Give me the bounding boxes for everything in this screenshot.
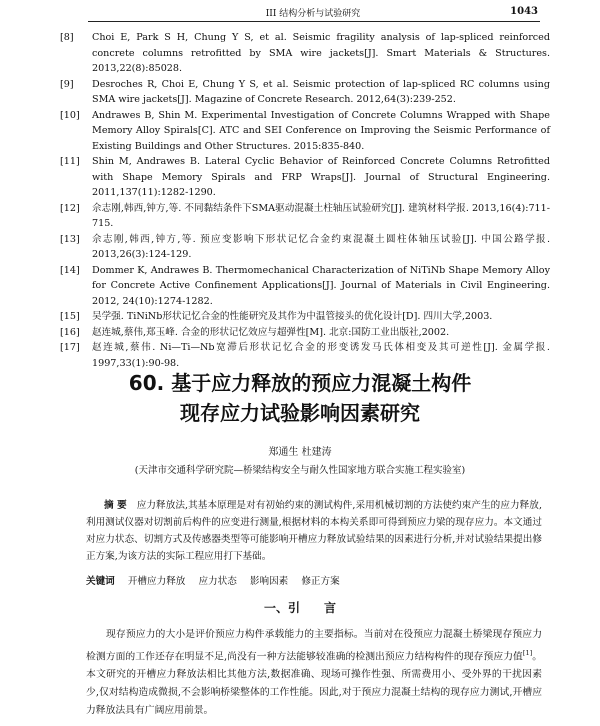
abstract-label: 摘 要 — [104, 500, 127, 511]
keyword: 开槽应力释放 — [127, 576, 186, 587]
reference-number: [13] — [60, 233, 80, 245]
keyword: 修正方案 — [301, 576, 340, 587]
reference-item — [60, 325, 550, 341]
reference-text: Andrawes B, Shin M. Experimental Investigation of Concrete Columns Wrapped with Shape Memory Alloy Spirals[C]. ATC and SEI Conference on Improving the Seismic Performance of Existing Buildings and Other Structures. 2015:835-840. — [92, 109, 550, 152]
paper-title — [0, 368, 600, 428]
reference-number: [9] — [60, 78, 74, 90]
reference-number: [16] — [60, 326, 80, 338]
reference-text: Choi E, Park S H, Chung Y S, et al. Seismic fragility analysis of lap-spliced reinforced concrete columns retrofitted by SMA wire jackets[J]. Smart Materials & Structures. 2013,22(8):85028. — [92, 32, 550, 74]
reference-text: 吴学强. TiNiNb形状记忆合金的性能研究及其作为中温管接头的优化设计[D]. 四川大学,2003. — [92, 311, 493, 322]
paper-affiliation: (天津市交通科学研究院—桥梁结构安全与耐久性国家地方联合实施工程实验室) — [134, 465, 466, 476]
reference-item — [60, 154, 550, 201]
reference-item — [60, 263, 550, 310]
reference-item — [60, 232, 550, 263]
abstract — [86, 497, 542, 565]
page-number: 1043 — [510, 6, 538, 17]
section-heading — [0, 599, 600, 616]
paper-title-line-1: 60. 基于应力释放的预应力混凝土构件 — [128, 371, 472, 395]
intro-text-part-1: 现存预应力的大小是评价预应力构件承载能力的主要指标。当前对在役预应力混凝土桥梁现存预应力检测方面的工作还存在明显不足,尚没有一种方法能够较准确的检测出预应力结构构件的现存预应力值 — [86, 629, 542, 663]
keyword: 应力状态 — [198, 576, 237, 587]
section-number: 一、引 — [263, 601, 300, 615]
section-title: 言 — [324, 601, 337, 615]
reference-number: [10] — [60, 109, 80, 121]
running-header — [88, 6, 538, 20]
citation: [1] — [522, 649, 533, 657]
reference-item — [60, 201, 550, 232]
keywords — [86, 573, 542, 587]
reference-item — [60, 108, 550, 155]
paper-title-line-2: 现存应力试验影响因素研究 — [180, 401, 420, 425]
intro-paragraph — [86, 626, 542, 720]
header-section-title: III 结构分析与试验研究 — [265, 9, 361, 19]
paper-authors: 郑通生 杜建涛 — [268, 447, 332, 458]
reference-list — [60, 30, 550, 371]
reference-text: 赵连城,蔡伟. Ni—Ti—Nb宽滞后形状记忆合金的形变诱发马氏体相变及其可逆性[J]. 金属学报. 1997,33(1):90-98. — [92, 342, 550, 369]
intro-text-part-2: 。本文研究的开槽应力释放法相比其他方法,数据准确、现场可操作性强、所需费用小、受外界的干扰因素少,仅对结构造成微损,不会影响桥梁整体的工作性能。因此,对于预应力混凝土结构的现存应力测试,开槽应力释放法具有广阔应用前景。 — [86, 651, 542, 717]
reference-number: [11] — [60, 156, 80, 167]
keywords-label: 关键词 — [86, 576, 115, 587]
reference-number: [15] — [60, 311, 80, 322]
reference-number: [8] — [60, 32, 74, 43]
reference-text: 佘志刚,韩西,钟方,等. 不同黏结条件下SMA驱动混凝土柱轴压试验研究[J]. 建筑材料学报. 2013,16(4):711-715. — [92, 202, 550, 229]
reference-item — [60, 340, 550, 371]
reference-text: 佘志刚,韩西,钟方,等. 预应变影响下形状记忆合金约束混凝土圆柱体轴压试验[J]. 中国公路学报. 2013,26(3):124-129. — [92, 233, 550, 260]
abstract-text: 应力释放法,其基本原理是对有初始约束的测试构件,采用机械切割的方法使约束产生的应力释放,利用测试仪器对切割前后构件的应变进行测量,根据材料的本构关系即可得到预应力梁的现存应力。本文通过对应力状态、切割方式及传感器类型等可能影响开槽应力释放试验结果的因素进行分析,并对试验结果提出修正方案,为该方法的实际工程应用打下基础。 — [86, 500, 543, 562]
reference-number: [12] — [60, 202, 80, 214]
reference-text: Desroches R, Choi E, Chung Y S, et al. Seismic protection of lap-spliced RC columns using SMA wire jackets[J]. Magazine of Concrete Research. 2012,64(3):239-252. — [92, 78, 550, 105]
header-divider — [88, 21, 540, 22]
reference-item — [60, 309, 550, 325]
reference-number: [14] — [60, 264, 80, 276]
reference-text: 赵连城,蔡伟,郑玉峰. 合金的形状记忆效应与超弹性[M]. 北京:国防工业出版社,2002. — [92, 326, 450, 338]
reference-text: Dommer K, Andrawes B. Thermomechanical Characterization of NiTiNb Shape Memory Alloy for Concrete Active Confinement Applications[J]. Journal of Materials in Civil Engineering. 2012, 24(10):1274-1282. — [92, 264, 550, 307]
reference-text: Shin M, Andrawes B. Lateral Cyclic Behavior of Reinforced Concrete Columns Retrofitted with Shape Memory Spirals and FRP Wraps[J]. Journal of Structural Engineering. 2011,137(11):1282-1290. — [92, 156, 550, 198]
reference-item — [60, 30, 550, 77]
keyword: 影响因素 — [249, 576, 289, 587]
reference-item — [60, 77, 550, 108]
reference-number: [17] — [60, 342, 80, 353]
